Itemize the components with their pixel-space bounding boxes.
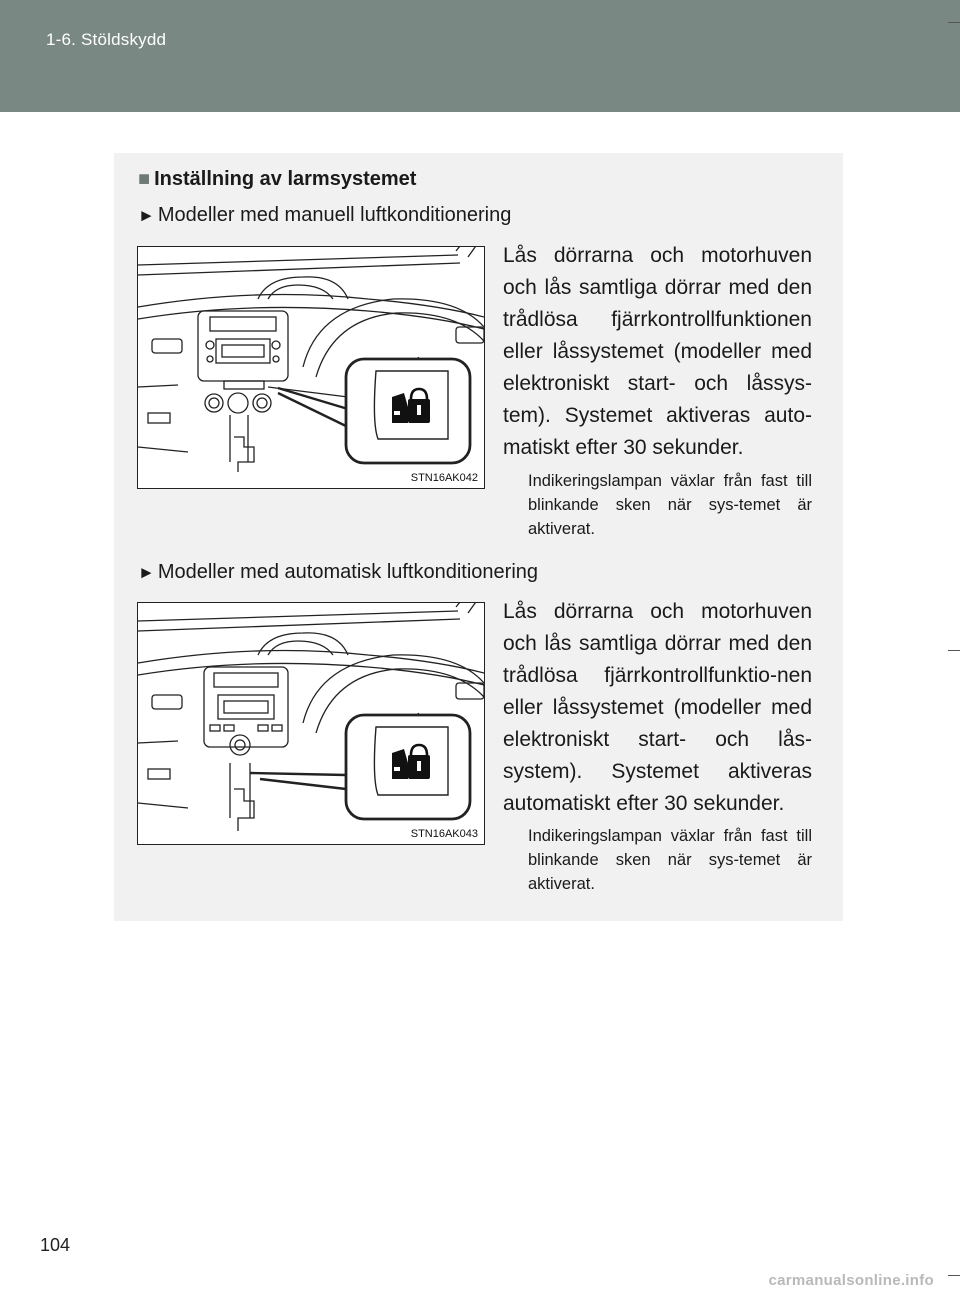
- square-bullet-icon: ■: [138, 168, 151, 190]
- subheading-text: Modeller med automatisk luftkonditionering: [157, 561, 539, 583]
- figure-code: STN16AK043: [410, 828, 478, 840]
- arrow-right-icon: ►: [138, 563, 155, 582]
- subheading-manual-ac: [138, 204, 511, 227]
- instruction-text-manual: Lås dörrarna och motorhuven och lås samtliga dörrar med den trådlösa fjärrkontrollfunktionen eller låssystemet (modeller med elektroniskt start- och låssys-tem). Systemet aktiveras auto-matiskt efter 30 sekunder.: [503, 244, 812, 459]
- figure-code: STN16AK042: [410, 472, 478, 484]
- page-header: [0, 0, 960, 112]
- dashboard-illustration-manual: [137, 246, 485, 489]
- arrow-right-icon: ►: [138, 206, 155, 225]
- crop-mark: [948, 22, 960, 23]
- crop-mark: [948, 650, 960, 651]
- page-number: 104: [40, 1235, 71, 1255]
- subheading-automatic-ac: [138, 561, 538, 584]
- note-text-manual: Indikeringslampan växlar från fast till blinkande sken när sys-temet är aktiverat.: [528, 472, 812, 538]
- crop-mark: [948, 1275, 960, 1276]
- subheading-text: Modeller med manuell luftkonditionering: [157, 204, 512, 226]
- section-title-text: Inställning av larmsystemet: [154, 168, 417, 190]
- section-title: [138, 168, 416, 191]
- dashboard-illustration-automatic: [137, 602, 485, 845]
- dashboard-drawing: [138, 247, 484, 488]
- note-text-automatic: Indikeringslampan växlar från fast till blinkande sken när sys-temet är aktiverat.: [528, 827, 812, 893]
- watermark: carmanualsonline.info: [768, 1272, 934, 1289]
- instruction-text-automatic: Lås dörrarna och motorhuven och lås samtliga dörrar med den trådlösa fjärrkontrollfunktio-nen eller låssystemet (modeller med elektroniskt start- och lås-system). Systemet aktiveras automatiskt efter 30 sekunder.: [503, 600, 812, 815]
- chapter-title: 1-6. Stöldskydd: [46, 30, 167, 49]
- dashboard-drawing: [138, 603, 484, 844]
